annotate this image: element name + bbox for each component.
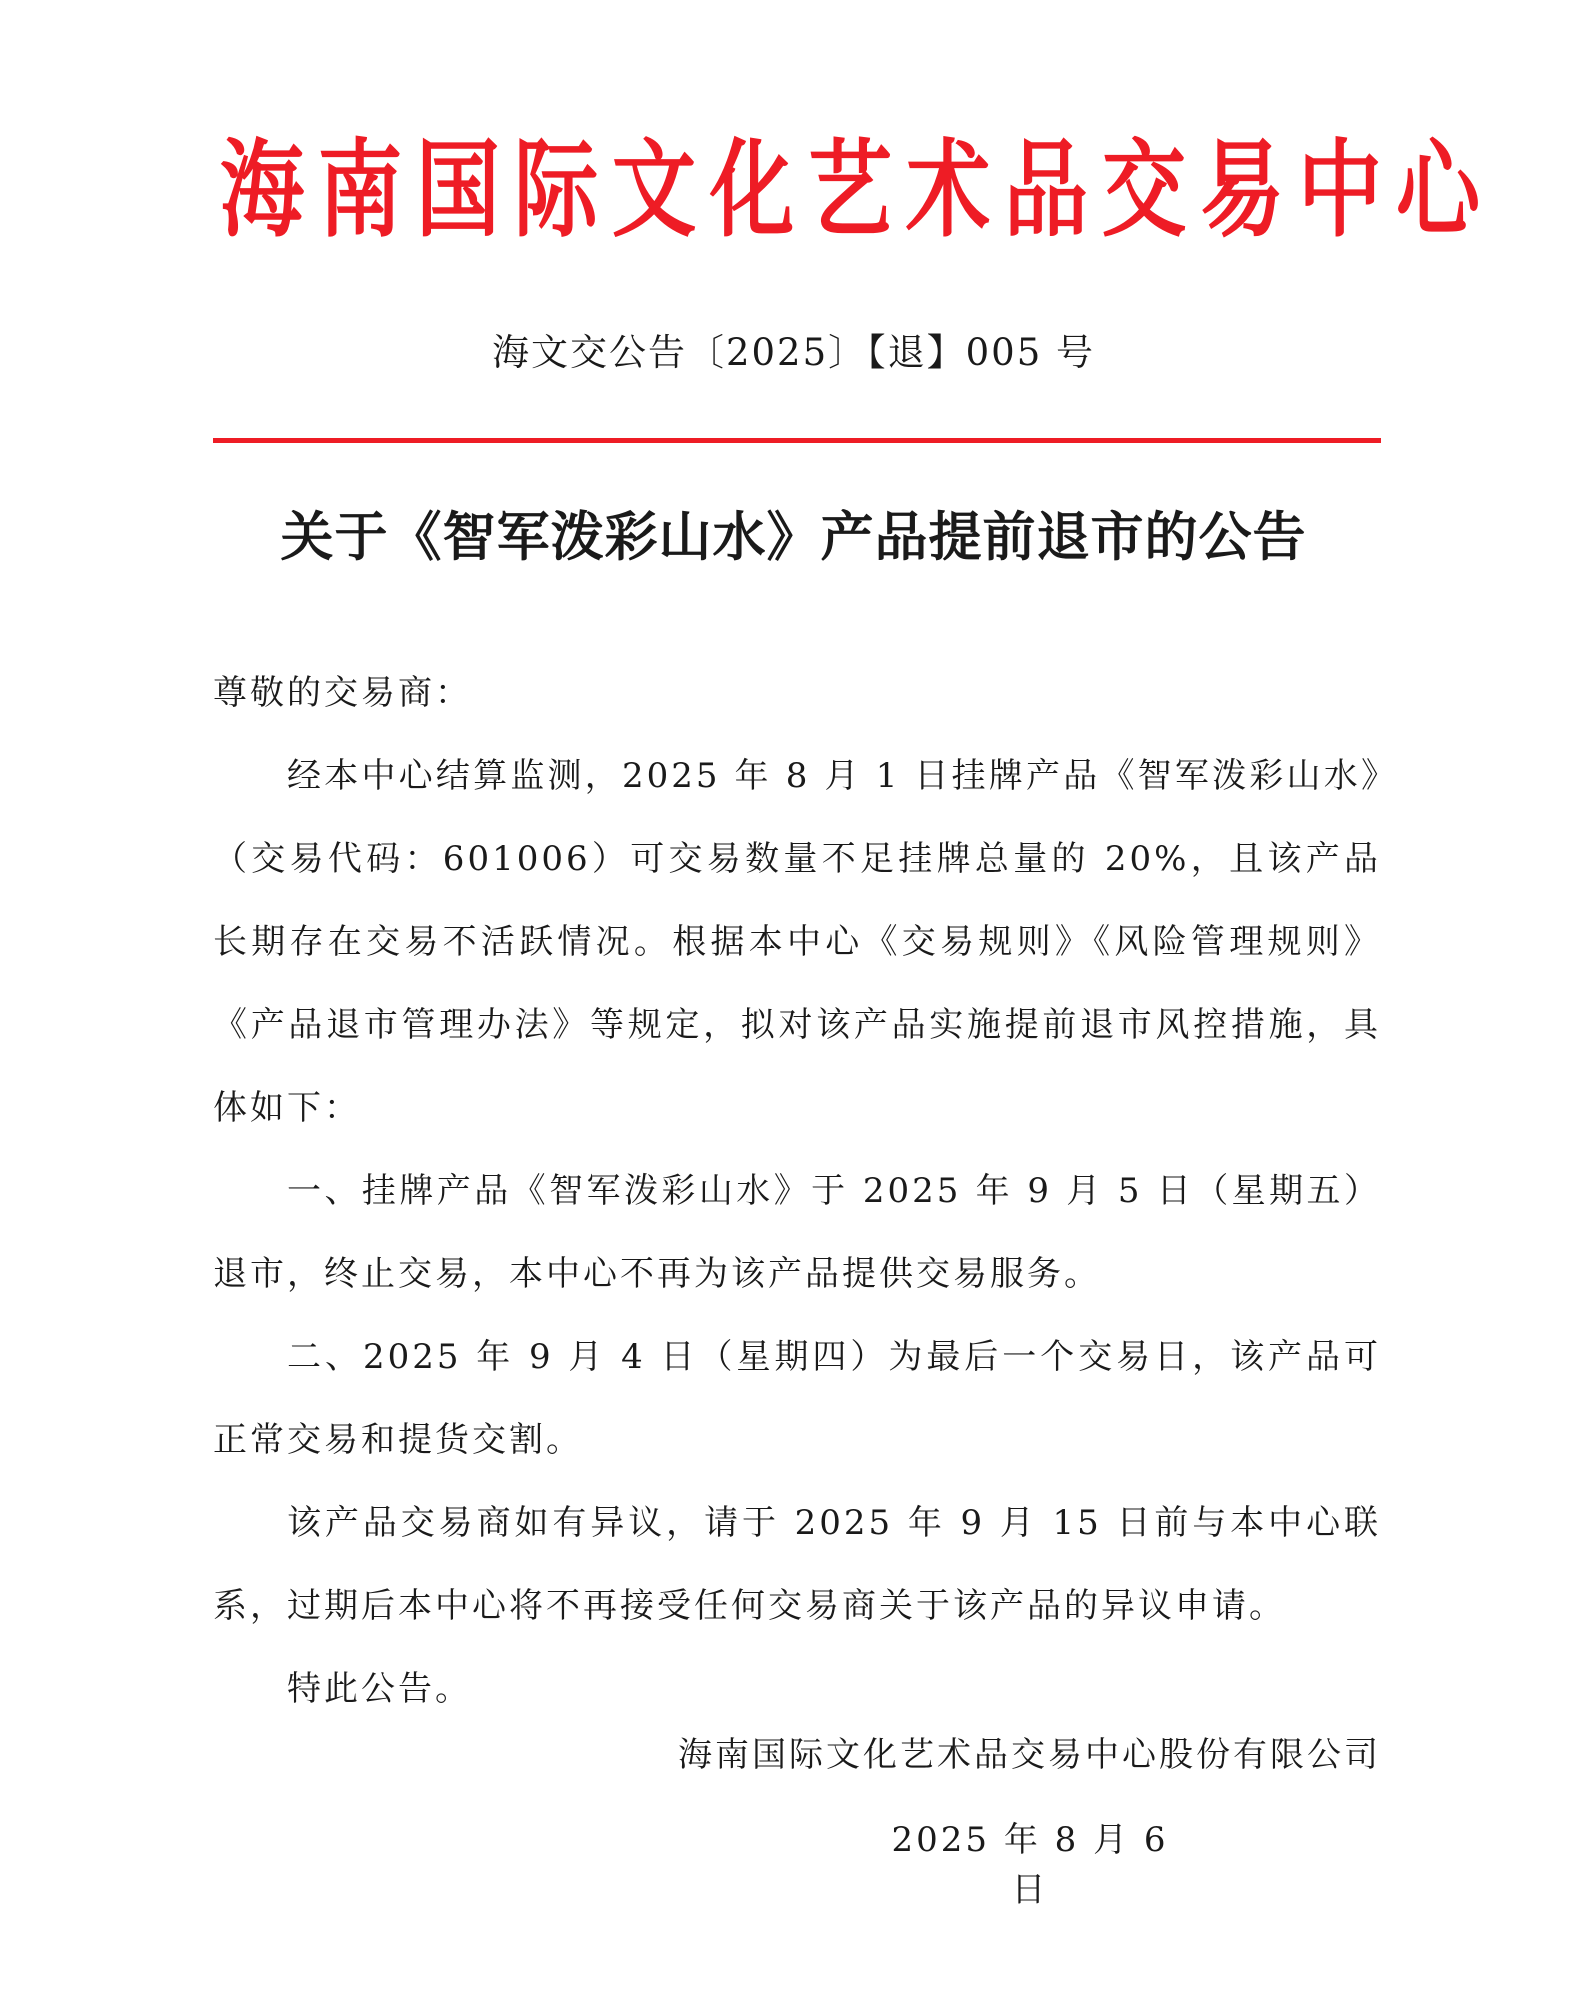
body-paragraph: 二、2025 年 9 月 4 日（星期四）为最后一个交易日，该产品可正常交易和提货交割。: [213, 1337, 1381, 1460]
announcement-title: 关于《智军泼彩山水》产品提前退市的公告: [280, 506, 1307, 568]
org-header-char: 易: [1200, 127, 1285, 253]
announcement-body: [213, 652, 1381, 1731]
org-header-char: 艺: [807, 127, 893, 253]
signature-organization: 海南国际文化艺术品交易中心股份有限公司: [678, 1735, 1381, 1775]
body-paragraph: 该产品交易商如有异议，请于 2025 年 9 月 15 日前与本中心联系，过期后本中心将不再接受任何交易商关于该产品的异议申请。: [213, 1503, 1381, 1626]
org-header-char: 中: [1298, 127, 1383, 253]
org-header-char: 心: [1396, 127, 1481, 253]
org-header-char: 南: [317, 127, 403, 253]
org-header: [213, 127, 1481, 253]
org-header-char: 品: [1003, 127, 1089, 253]
org-header-char: 化: [709, 127, 795, 253]
org-header-char: 术: [905, 127, 991, 253]
org-header-char: 海: [219, 127, 305, 253]
signature-date: 2025 年 8 月 6 日: [891, 1820, 1169, 1910]
org-header-char: 交: [1102, 127, 1187, 253]
org-header-char: 际: [513, 127, 599, 253]
document-number: 海文交公告〔2025〕【退】005 号: [491, 331, 1096, 374]
closing-line: 特此公告。: [287, 1669, 472, 1709]
header-divider: [213, 438, 1381, 443]
org-header-char: 文: [611, 127, 697, 253]
body-paragraph: 一、挂牌产品《智军泼彩山水》于 2025 年 9 月 5 日（星期五）退市，终止交易，本中心不再为该产品提供交易服务。: [213, 1171, 1381, 1294]
org-header-char: 国: [415, 127, 501, 253]
body-paragraph: 经本中心结算监测，2025 年 8 月 1 日挂牌产品《智军泼彩山水》（交易代码：601006）可交易数量不足挂牌总量的 20%，且该产品长期存在交易不活跃情况。根据本中心《交易规则》《风险管理规则》《产品退市管理办法》等规定，拟对该产品实施提前退市风控措施，具体如下：: [213, 756, 1381, 1128]
salutation: 尊敬的交易商：: [213, 673, 472, 713]
